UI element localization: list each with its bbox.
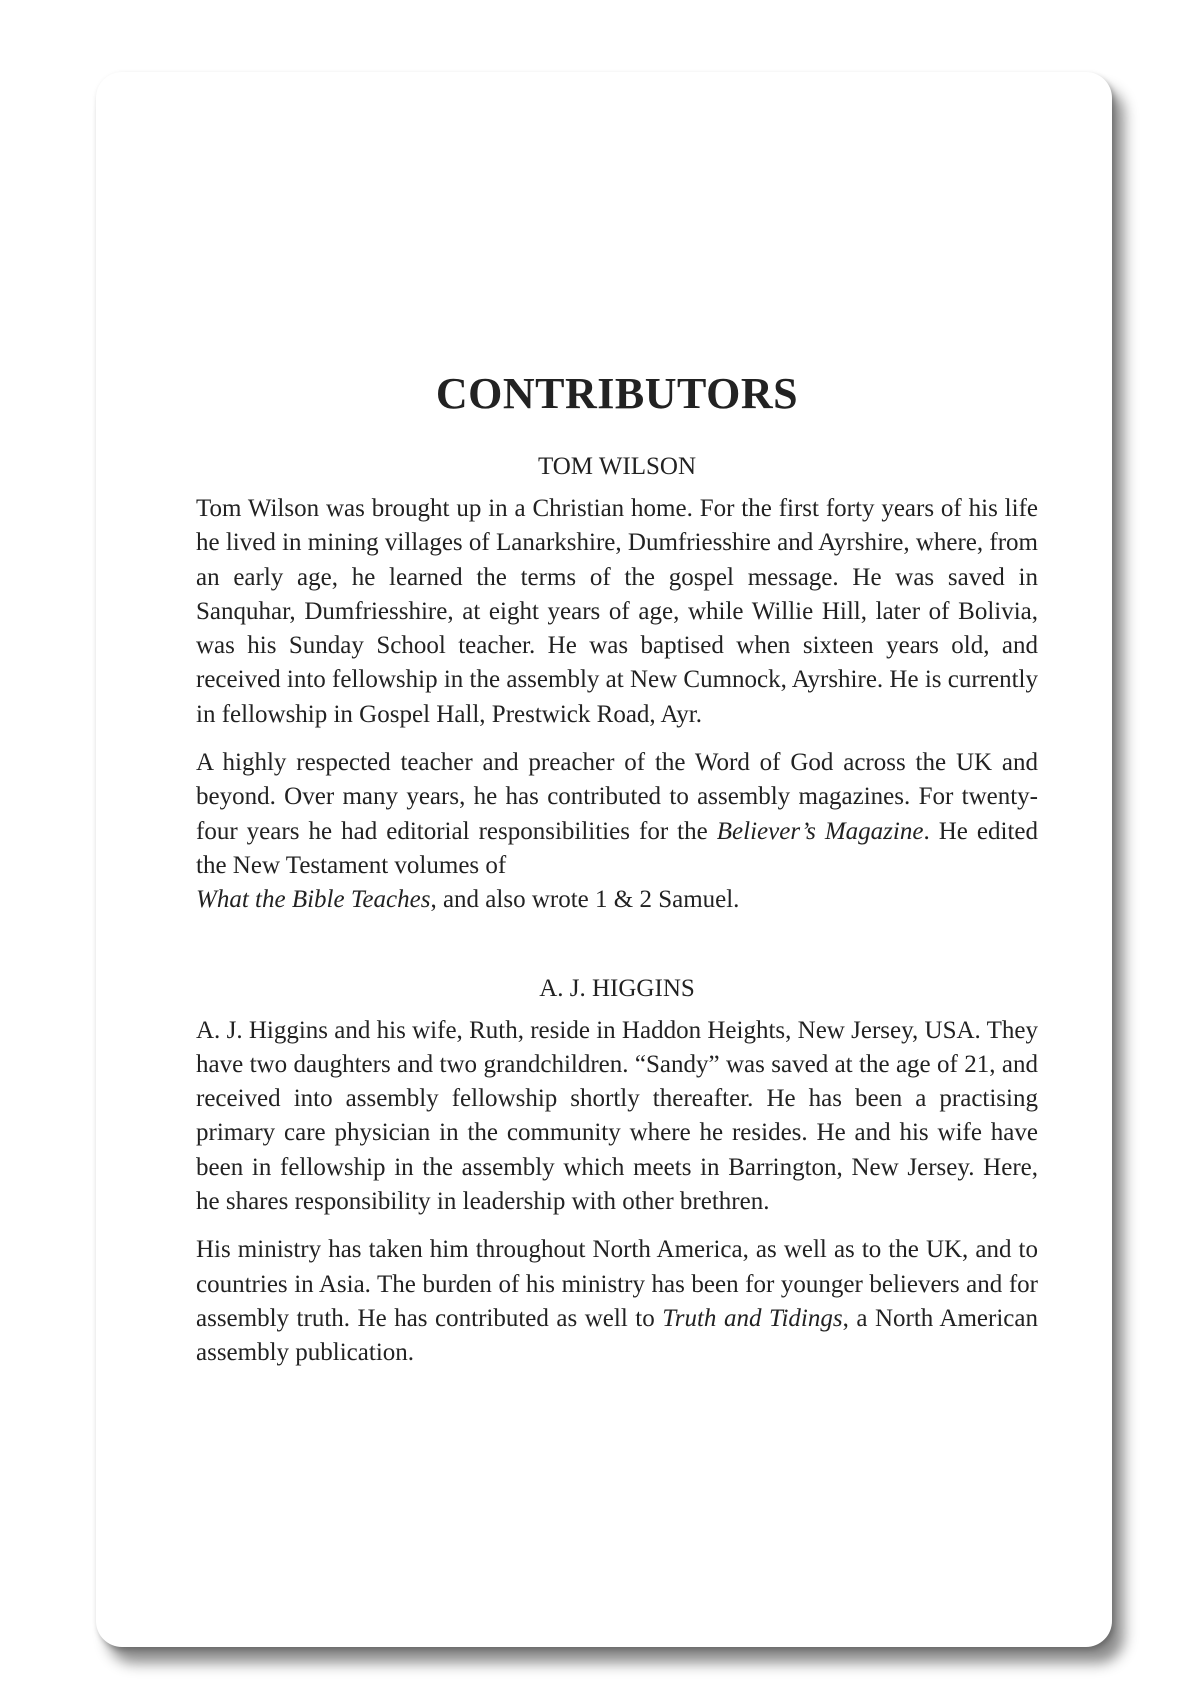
section-spacer — [196, 932, 1038, 972]
bio-text: , and also wrote 1 & 2 Samuel. — [430, 886, 740, 914]
bio-paragraph — [196, 1233, 1038, 1370]
bio-paragraph — [196, 746, 1038, 917]
publication-title: Believer’s Magazine — [716, 817, 924, 845]
bio-text: Tom Wilson was brought up in a Christian home. For the first forty years of his life he lived in mining villages of Lanarkshire, Dumfriesshire and Ayrshire, where, from an early age, he learned the terms of the gospel message. He was saved in Sanquhar, Dumfriesshire, at eight years of age, while Willie Hill, later of Bolivia, was his Sunday School teacher. He was baptised when sixteen years old, and received into fellowship in the assembly at New Cumnock, Ayrshire. He is currently in fellowship in Gospel Hall, Prestwick Road, Ayr. — [196, 495, 1038, 728]
bio-paragraph — [196, 492, 1038, 732]
contributor-name: A. J. HIGGINS — [539, 974, 695, 1002]
contributor-name: TOM WILSON — [537, 453, 697, 480]
bio-text: His ministry has taken him throughout North America, as well as to the UK, and to countries in Asia. The burden of his ministry has been for younger believers and for assembly truth. He has contributed as well to — [196, 1236, 1038, 1332]
page-content — [196, 366, 1038, 1385]
bio-text: . He edited the New Testament volumes of — [196, 817, 1038, 879]
contributor-section-aj-higgins — [196, 972, 1038, 1371]
publication-title: Truth and Tidings — [662, 1304, 843, 1332]
bio-paragraph — [196, 1014, 1038, 1220]
contributor-section-tom-wilson — [196, 450, 1038, 918]
bio-text: , a North American assembly publication. — [196, 1304, 1038, 1367]
page-title: CONTRIBUTORS — [435, 369, 799, 418]
bio-text: A. J. Higgins and his wife, Ruth, reside in Haddon Heights, New Jersey, USA. They have two daughters and two grandchildren. “Sandy” was saved at the age of 21, and received into assembly fellowship shortly thereafter. He has been a practising primary care physician in the community where he resides. He and his wife have been in fellowship in the assembly which meets in Barrington, New Jersey. Here, he shares responsibility in leadership with other brethren. — [196, 1016, 1038, 1216]
bio-text: A highly respected teacher and preacher of the Word of God across the UK and beyond. Over many years, he has contributed to assembly magazines. For twenty-four years he had editorial responsibilities for the — [196, 749, 1038, 845]
publication-title: What the Bible Teaches — [196, 886, 431, 914]
